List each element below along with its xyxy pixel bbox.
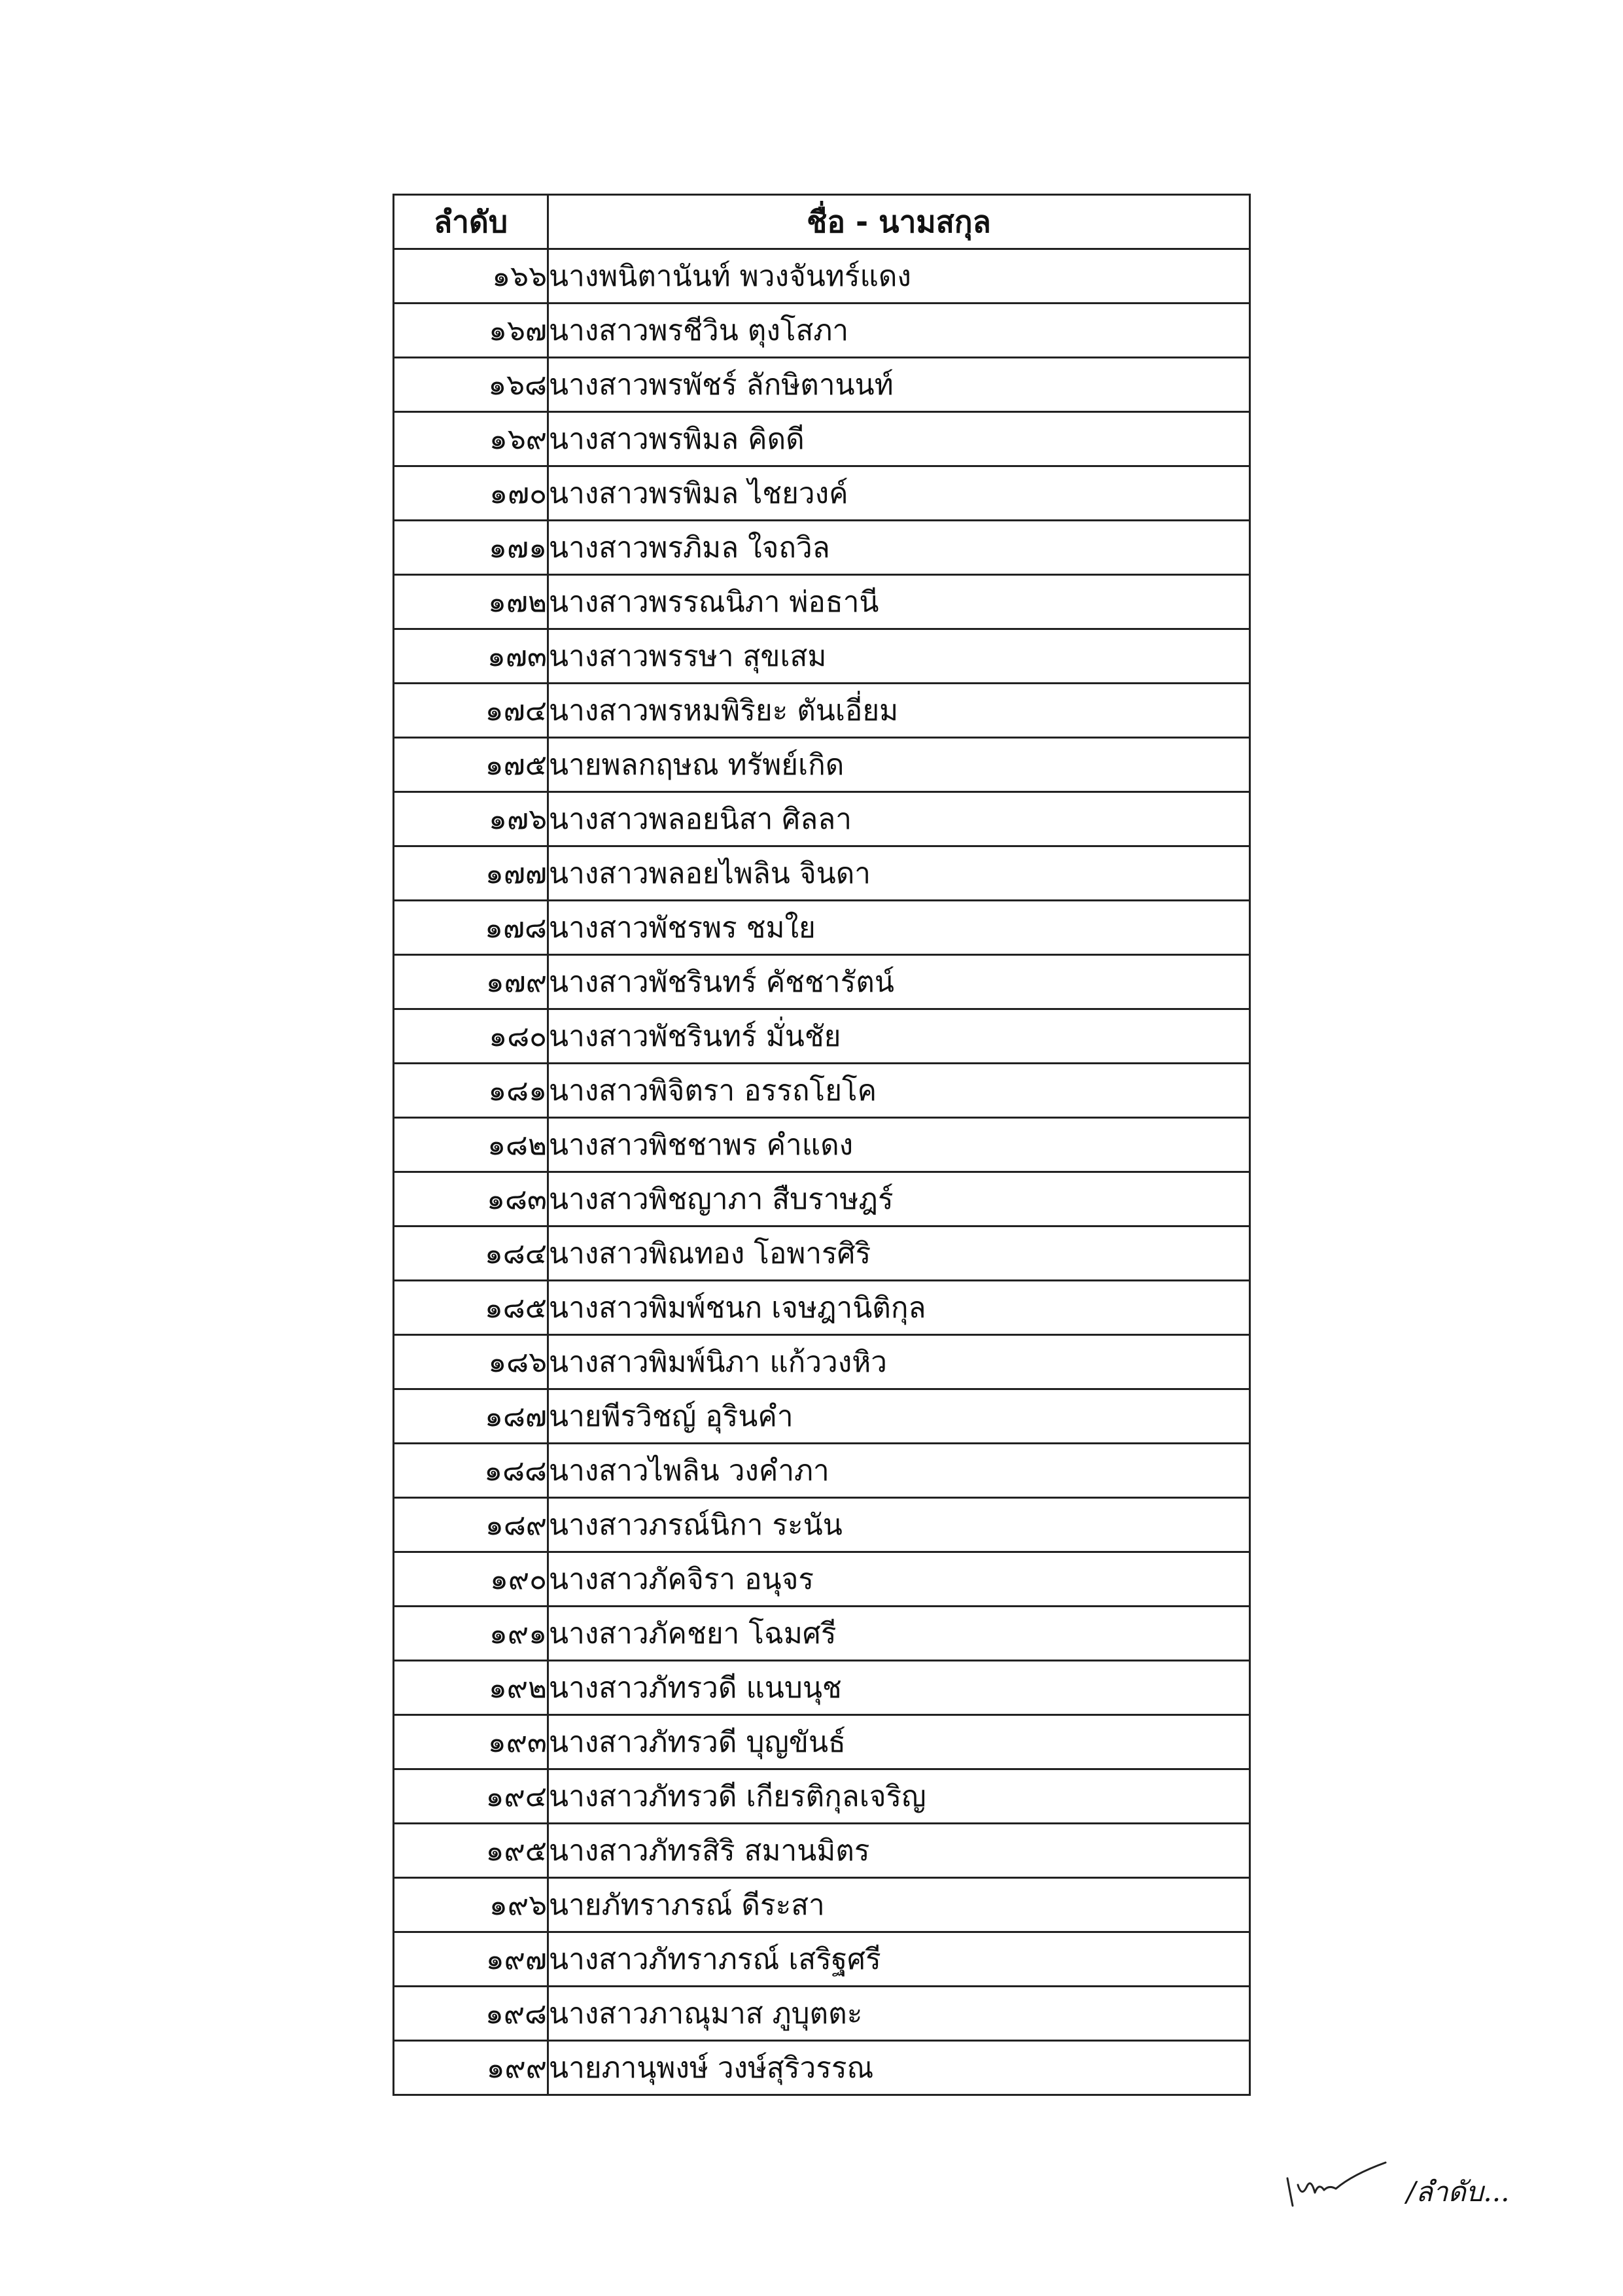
row-full-name: นางสาวภัคจิรา อนุจร <box>548 1552 1250 1607</box>
row-full-name: นางสาวภัทรสิริ สมานมิตร <box>548 1824 1250 1878</box>
row-full-name: นางสาวไพลิน วงคำภา <box>548 1444 1250 1498</box>
row-full-name: นางสาวพรพิมล คิดดี <box>548 412 1250 466</box>
table-row <box>394 1498 1250 1552</box>
row-number: ๑๖๙ <box>394 412 548 466</box>
row-number: ๑๘๐ <box>394 1009 548 1064</box>
row-number: ๑๙๕ <box>394 1824 548 1878</box>
row-full-name: นางสาวพรรษา สุขเสม <box>548 629 1250 684</box>
table-row <box>394 521 1250 575</box>
table-row <box>394 1769 1250 1824</box>
row-number: ๑๘๗ <box>394 1389 548 1444</box>
row-number: ๑๗๑ <box>394 521 548 575</box>
table-row <box>394 1444 1250 1498</box>
table-row <box>394 1064 1250 1118</box>
row-number: ๑๗๓ <box>394 629 548 684</box>
row-full-name: นางสาวพรรณนิภา พ่อธานี <box>548 575 1250 629</box>
row-number: ๑๘๕ <box>394 1281 548 1335</box>
row-full-name: นายพลกฤษณ ทรัพย์เกิด <box>548 738 1250 792</box>
table-row <box>394 738 1250 792</box>
row-full-name: นางสาวภัทรวดี เกียรติกุลเจริญ <box>548 1769 1250 1824</box>
row-number: ๑๙๗ <box>394 1932 548 1987</box>
row-full-name: นางสาวพรหมพิริยะ ตันเอี่ยม <box>548 684 1250 738</box>
table-row <box>394 1118 1250 1172</box>
row-full-name: นางสาวพรพัชร์ ลักษิตานนท์ <box>548 358 1250 412</box>
table-row <box>394 1824 1250 1878</box>
row-number: ๑๖๖ <box>394 249 548 304</box>
table-row <box>394 792 1250 846</box>
table-row <box>394 629 1250 684</box>
row-full-name: นางสาวพิชชาพร คำแดง <box>548 1118 1250 1172</box>
row-number: ๑๙๓ <box>394 1715 548 1769</box>
table-row <box>394 1009 1250 1064</box>
row-full-name: นางสาวพิมพ์ชนก เจษฎานิติกุล <box>548 1281 1250 1335</box>
table-row <box>394 249 1250 304</box>
table-row <box>394 1715 1250 1769</box>
table-row <box>394 1281 1250 1335</box>
table-header-row <box>394 195 1250 249</box>
row-number: ๑๗๖ <box>394 792 548 846</box>
table-row <box>394 846 1250 901</box>
row-number: ๑๙๙ <box>394 2041 548 2095</box>
row-full-name: นางสาวพิณทอง โอพารศิริ <box>548 1226 1250 1281</box>
row-full-name: นางสาวพัชรพร ชมใย <box>548 901 1250 955</box>
column-header-name: ชื่อ - นามสกุล <box>548 195 1250 249</box>
row-number: ๑๘๑ <box>394 1064 548 1118</box>
row-number: ๑๙๔ <box>394 1769 548 1824</box>
table-row <box>394 1389 1250 1444</box>
row-full-name: นางพนิตานันท์ พวงจันทร์แดง <box>548 249 1250 304</box>
row-number: ๑๙๖ <box>394 1878 548 1932</box>
table-row <box>394 1607 1250 1661</box>
continuation-note: /ลำดับ... <box>1406 2176 1510 2208</box>
row-full-name: นางสาวภาณุมาส ภูบุตตะ <box>548 1987 1250 2041</box>
row-number: ๑๘๓ <box>394 1172 548 1226</box>
table-row <box>394 304 1250 358</box>
table-row <box>394 1226 1250 1281</box>
row-number: ๑๗๗ <box>394 846 548 901</box>
row-full-name: นางสาวพิจิตรา อรรถโยโค <box>548 1064 1250 1118</box>
row-number: ๑๙๒ <box>394 1661 548 1715</box>
row-full-name: นางสาวพรชีวิน ตุงโสภา <box>548 304 1250 358</box>
row-number: ๑๘๙ <box>394 1498 548 1552</box>
row-full-name: นางสาวพัชรินทร์ มั่นชัย <box>548 1009 1250 1064</box>
row-full-name: นางสาวภัทรวดี แนบนุช <box>548 1661 1250 1715</box>
table-row <box>394 575 1250 629</box>
row-number: ๑๘๔ <box>394 1226 548 1281</box>
row-full-name: นางสาวพิมพ์นิภา แก้ววงหิว <box>548 1335 1250 1389</box>
table-row <box>394 1552 1250 1607</box>
row-number: ๑๗๘ <box>394 901 548 955</box>
row-full-name: นางสาวภรณ์นิกา ระนัน <box>548 1498 1250 1552</box>
table-row <box>394 1987 1250 2041</box>
row-number: ๑๙๘ <box>394 1987 548 2041</box>
table-row <box>394 1335 1250 1389</box>
row-number: ๑๗๙ <box>394 955 548 1009</box>
column-header-number: ลำดับ <box>394 195 548 249</box>
row-number: ๑๙๐ <box>394 1552 548 1607</box>
row-number: ๑๗๕ <box>394 738 548 792</box>
row-number: ๑๘๘ <box>394 1444 548 1498</box>
row-full-name: นางสาวภัทราภรณ์ เสริฐศรี <box>548 1932 1250 1987</box>
row-full-name: นายภานุพงษ์ วงษ์สุริวรรณ <box>548 2041 1250 2095</box>
row-number: ๑๗๐ <box>394 466 548 521</box>
row-number: ๑๘๒ <box>394 1118 548 1172</box>
row-full-name: นางสาวพรภิมล ใจถวิล <box>548 521 1250 575</box>
row-full-name: นายภัทราภรณ์ ดีระสา <box>548 1878 1250 1932</box>
table-row <box>394 955 1250 1009</box>
signature-initials <box>1276 2152 1406 2218</box>
row-number: ๑๖๘ <box>394 358 548 412</box>
row-full-name: นางสาวภัทรวดี บุญขันธ์ <box>548 1715 1250 1769</box>
table-body <box>394 249 1250 2095</box>
row-full-name: นางสาวพลอยนิสา ศิลลา <box>548 792 1250 846</box>
row-full-name: นางสาวภัคชยา โฉมศรี <box>548 1607 1250 1661</box>
row-full-name: นายพีรวิชญ์ อุรินคำ <box>548 1389 1250 1444</box>
row-number: ๑๙๑ <box>394 1607 548 1661</box>
name-list-table <box>393 194 1251 2096</box>
table-row <box>394 1172 1250 1226</box>
row-number: ๑๘๖ <box>394 1335 548 1389</box>
row-full-name: นางสาวพลอยไพลิน จินดา <box>548 846 1250 901</box>
table-row <box>394 466 1250 521</box>
table-row <box>394 412 1250 466</box>
table-row <box>394 901 1250 955</box>
table-row <box>394 2041 1250 2095</box>
row-number: ๑๗๒ <box>394 575 548 629</box>
table-row <box>394 684 1250 738</box>
row-number: ๑๖๗ <box>394 304 548 358</box>
row-full-name: นางสาวพรพิมล ไชยวงค์ <box>548 466 1250 521</box>
table-row <box>394 1932 1250 1987</box>
row-number: ๑๗๔ <box>394 684 548 738</box>
table-row <box>394 358 1250 412</box>
row-full-name: นางสาวพิชญาภา สืบราษฎร์ <box>548 1172 1250 1226</box>
table-row <box>394 1878 1250 1932</box>
table-row <box>394 1661 1250 1715</box>
row-full-name: นางสาวพัชรินทร์ คัชชารัตน์ <box>548 955 1250 1009</box>
